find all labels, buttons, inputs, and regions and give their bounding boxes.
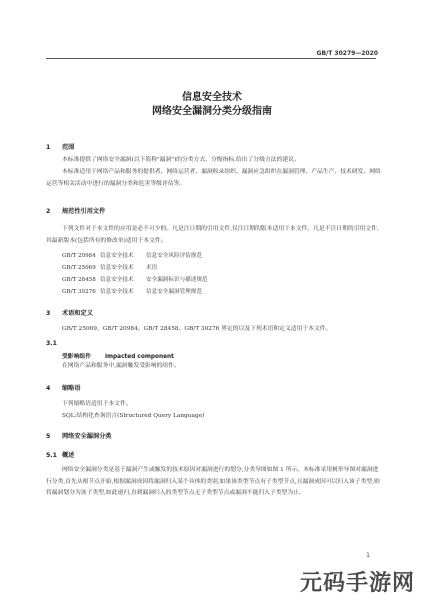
reference-item: [62, 287, 202, 295]
section-title: 概述: [62, 452, 75, 459]
reference-name: 术语: [146, 265, 158, 271]
reference-name: 信息安全漏洞管理规范: [146, 289, 202, 295]
term-definition: 在网络产品和服务中,漏洞触发受影响的组件。: [62, 363, 180, 369]
section-number: 3: [46, 310, 51, 317]
section-1-paragraph-2: 本标准适用于网络产品和服务的提供者、网络运营者、漏洞收录组织、漏洞应急组织在漏洞管理、产品生产、技术研发、网络运营等相关活动中进行的漏洞分类和危害等级评估等。: [46, 169, 381, 187]
reference-code: GB/T 20984: [62, 253, 96, 259]
section-number: 1: [46, 144, 51, 151]
abbreviation-sql: SQL:结构化查询语言(Structured Query Language): [62, 413, 205, 419]
section-2-heading: [46, 206, 105, 215]
subsection-5-1-heading: [46, 450, 74, 459]
subsection-3-1-number: 3.1: [46, 340, 57, 347]
section-title: 术语和定义: [62, 310, 93, 317]
reference-item: [62, 251, 202, 259]
section-number: 2: [46, 208, 51, 215]
reference-code: GB/T 30276: [62, 289, 96, 295]
page-number: 1: [366, 552, 370, 559]
term-english: impacted component: [105, 354, 174, 360]
section-3-heading: [46, 308, 93, 317]
section-title: 范围: [62, 144, 75, 151]
document-title-line1: 信息安全技术: [182, 92, 242, 103]
section-1-heading: [46, 142, 74, 151]
reference-item: [62, 263, 157, 271]
document-title-line2: 网络安全漏洞分类分级指南: [152, 106, 272, 117]
section-4-paragraph: 下列缩略语适用于本文件。: [62, 401, 132, 407]
section-number: 5: [46, 433, 51, 440]
section-5-paragraph: 网络安全漏洞分类是基于漏洞产生或触发的技术原因对漏洞进行的划分,分类导图如图 1 所示。本标准采用树形导图对漏洞进行分类,首先从根节点开始,根据漏洞成因将漏洞归入某个具体的类别,如果该类型节点有子类型节点,且漏洞成因可以归入该子类型,则将漏洞划分为该子类型,如此递归,直到漏洞归入的类型节点无子类型节点或漏洞不能归入子类型为止。: [46, 467, 380, 496]
reference-code: GB/T 28458: [62, 277, 96, 283]
reference-name: 信息安全风险评估规范: [146, 253, 202, 259]
section-number: 4: [46, 385, 51, 392]
reference-category: 信息安全技术: [100, 265, 134, 271]
section-4-heading: [46, 383, 81, 392]
section-1-paragraph-1: 本标准提供了网络安全漏洞(以下简称"漏洞")的分类方式、分级指标,给出了分级方法的建议。: [62, 157, 300, 163]
header-rule: [46, 58, 376, 59]
term-title: [62, 351, 174, 360]
reference-category: 信息安全技术: [100, 289, 134, 295]
reference-category: 信息安全技术: [100, 277, 134, 283]
section-title: 网络安全漏洞分类: [62, 433, 112, 440]
section-3-paragraph: GB/T 25069、GB/T 20984、GB/T 28458、GB/T 30276 界定的以及下列术语和定义适用于本文件。: [62, 326, 332, 332]
reference-code: GB/T 25069: [62, 265, 96, 271]
section-5-heading: [46, 431, 112, 440]
section-title: 规范性引用文件: [62, 208, 106, 215]
section-title: 缩略语: [62, 385, 81, 392]
section-number: 5.1: [46, 452, 57, 459]
standard-number: GB/T 30279—2020: [316, 50, 378, 57]
section-2-paragraph: 下列文件对于本文件的应用是必不可少的。凡是注日期的引用文件,仅注日期的版本适用于本文件。凡是不注日期的引用文件,其最新版本(包括所有的修改单)适用于本文件。: [46, 226, 379, 244]
reference-item: [62, 275, 208, 283]
reference-name: 安全漏洞标识与描述规范: [146, 277, 208, 283]
site-watermark: 元码手游网: [300, 571, 416, 596]
term-chinese: 受影响组件: [62, 354, 91, 360]
reference-category: 信息安全技术: [100, 253, 134, 259]
